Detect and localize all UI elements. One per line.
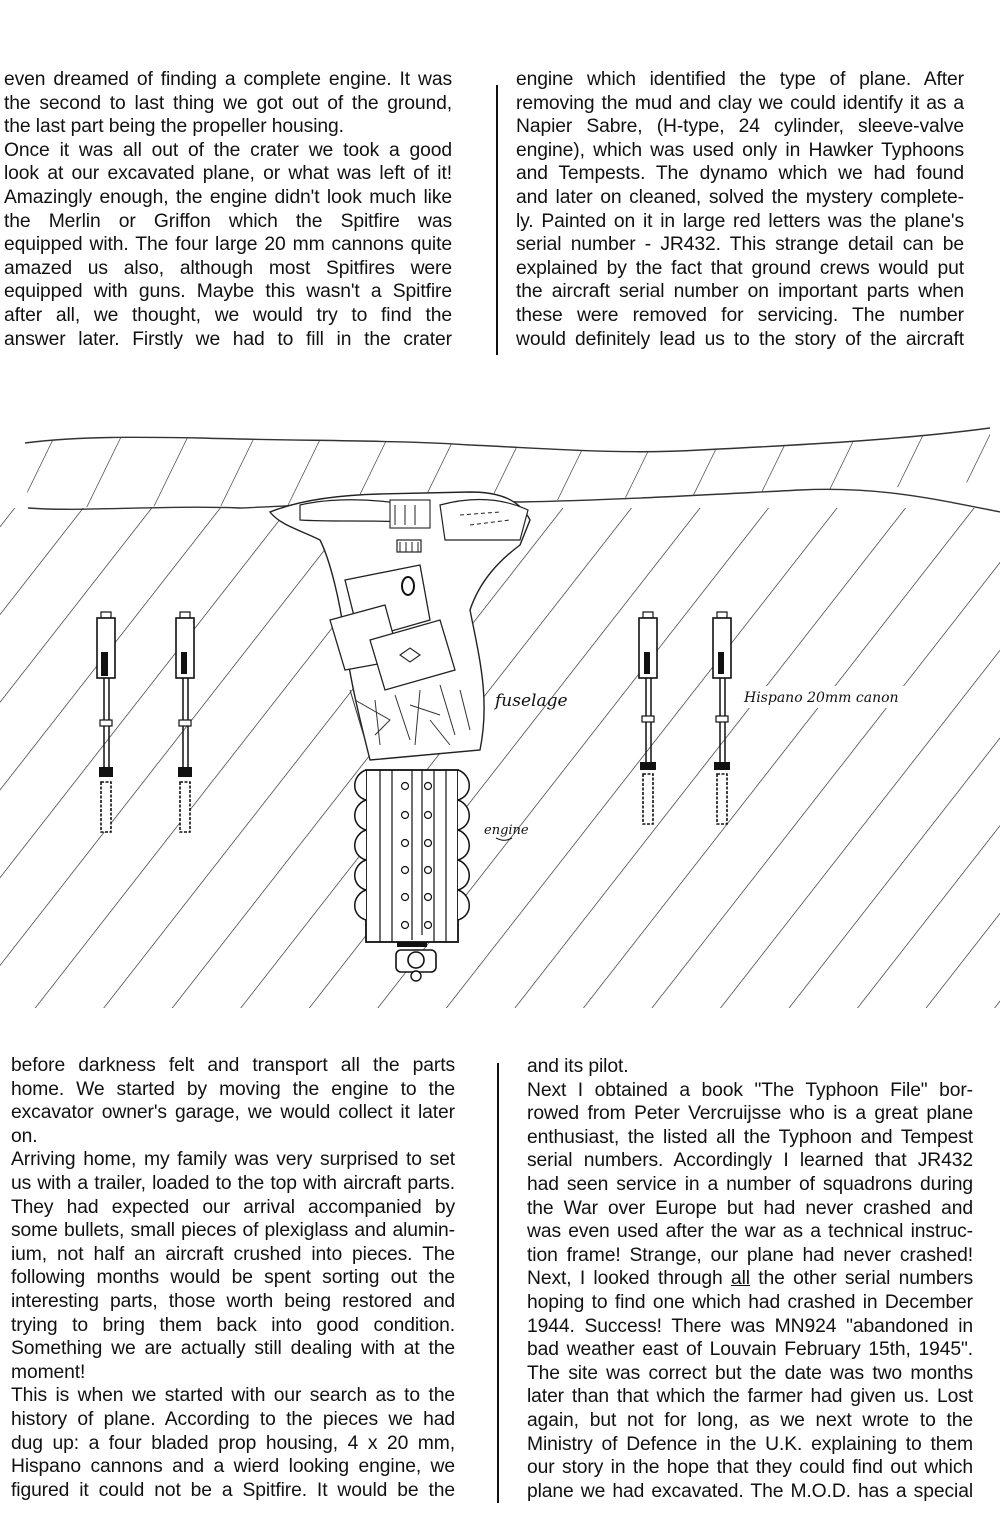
text-line: tion frame! Strange, our plane had never crashed! xyxy=(527,1244,973,1266)
text-line: home. We started by moving the engine to the xyxy=(11,1078,455,1100)
text-line: our story in the hope that they could find out which xyxy=(527,1457,973,1479)
underlined-word-all: all xyxy=(730,1268,750,1290)
text-line: Once it was all out of the crater we took a good xyxy=(4,139,452,161)
text-line: the second to last thing we got out of the ground, xyxy=(4,92,452,114)
text-line: dug up: a four bladed prop housing, 4 x 20 mm, xyxy=(11,1432,455,1454)
text-line: would definitely lead us to the story of the aircraft xyxy=(516,328,964,350)
text-line: ly. Painted on it in large red letters was the plane's xyxy=(516,210,964,232)
text-line: interesting parts, those worth being restored and xyxy=(11,1290,455,1312)
text-line: hoping to find one which had crashed in December xyxy=(527,1291,973,1313)
engine-label: engine xyxy=(484,823,529,838)
text-line: the Merlin or Griffon which the Spitfire was xyxy=(4,210,452,232)
text-fragment: Next, I looked through xyxy=(527,1268,731,1290)
text-line: amazed us also, although most Spitfires were xyxy=(4,257,452,279)
text-line: Something we are actually still dealing with at the xyxy=(11,1338,455,1360)
text-line: rowed from Peter Vercruijsse who is a great plane xyxy=(527,1103,973,1125)
topsoil-layer xyxy=(25,428,1000,512)
article-column-top-left xyxy=(4,68,452,351)
text-line: Amazingly enough, the engine didn't look much like xyxy=(4,186,452,208)
text-line: figured it could not be a Spitfire. It would be the xyxy=(11,1479,455,1501)
text-line: answer later. Firstly we had to fill in the crater xyxy=(4,328,452,350)
text-line: ium, not half an aircraft crushed into pieces. The xyxy=(11,1243,455,1265)
text-line: again, but not for long, as we next wrote to the xyxy=(527,1409,973,1431)
text-line: equipped with guns. Maybe this wasn't a Spitfire xyxy=(4,281,452,303)
text-line: even dreamed of finding a complete engine. It was xyxy=(4,69,452,90)
cannon-label: Hispano 20mm canon xyxy=(744,690,899,706)
text-line: later than that which the farmer had given us. Lost xyxy=(527,1386,973,1408)
text-line: the last part being the propeller housing. xyxy=(4,116,344,138)
text-line: bad weather east of Louvain February 15th, 1945". xyxy=(527,1339,973,1361)
text-line: serial numbers. Accordingly I learned that JR432 xyxy=(527,1150,973,1172)
text-line: the aircraft serial number on important parts when xyxy=(516,281,964,303)
text-line: Ministry of Defence in the U.K. explaining to them xyxy=(527,1433,973,1455)
text-line: moment! xyxy=(11,1361,86,1383)
text-line: They had expected our arrival accompanied by xyxy=(11,1196,455,1218)
text-line: excavator owner's garage, we would collect it later xyxy=(11,1102,455,1124)
text-line xyxy=(527,1267,973,1291)
article-column-bottom-right xyxy=(527,1055,973,1503)
text-line: following months would be spent sorting out the xyxy=(11,1267,455,1289)
text-line: enthusiast, the listed all the Typhoon and Tempest xyxy=(527,1126,973,1148)
text-line: after all, we thought, we would try to find the xyxy=(4,304,452,326)
fuselage-label: fuselage xyxy=(495,691,568,711)
text-line: serial number - JR432. This strange detail can be xyxy=(516,234,964,256)
text-fragment: the other serial numbers xyxy=(749,1268,973,1290)
text-line: 1944. Success! There was MN924 "abandoned in xyxy=(527,1315,973,1337)
column-divider-bottom xyxy=(497,1063,499,1503)
text-line: Next I obtained a book "The Typhoon File" bor- xyxy=(527,1079,973,1101)
text-line: and Tempests. The dynamo which we had found xyxy=(516,163,964,185)
text-line: This is when we started with our search as to the xyxy=(11,1385,455,1407)
text-line: plane we had excavated. The M.O.D. has a special xyxy=(527,1480,973,1502)
text-line: Napier Sabre, (H-type, 24 cylinder, sleeve-valve xyxy=(516,116,964,138)
column-divider-top xyxy=(496,85,498,355)
subsoil-layer xyxy=(0,508,1000,1008)
text-line: look at our excavated plane, or what was left of it! xyxy=(4,163,452,185)
text-line: trying to bring them back into good condition. xyxy=(11,1314,455,1336)
text-line: and its pilot. xyxy=(527,1056,629,1077)
text-line: before darkness felt and transport all the parts xyxy=(11,1055,455,1076)
text-line: history of plane. According to the pieces we had xyxy=(11,1408,455,1430)
text-line: equipped with. The four large 20 mm cannons quite xyxy=(4,234,452,256)
text-line: some bullets, small pieces of plexiglass and alumin- xyxy=(11,1220,455,1242)
text-line: engine), which was used only in Hawker Typhoons xyxy=(516,139,964,161)
article-column-top-right xyxy=(516,68,964,351)
text-line: Arriving home, my family was very surprised to set xyxy=(11,1149,455,1171)
article-column-bottom-left xyxy=(11,1054,455,1502)
text-line: was even used after the war as a technical instruc- xyxy=(527,1221,973,1243)
text-line: explained by the fact that ground crews would put xyxy=(516,257,964,279)
text-line: engine which identified the type of plane. After xyxy=(516,69,964,90)
text-line: and later on cleaned, solved the mystery complete- xyxy=(516,186,964,208)
text-line: these were removed for servicing. The number xyxy=(516,304,964,326)
text-line: Hispano cannons and a wierd looking engine, we xyxy=(11,1456,455,1478)
text-line: the War over Europe but had never crashed and xyxy=(527,1197,973,1219)
text-line: removing the mud and clay we could identify it as a xyxy=(516,92,964,114)
crater-excavation-illustration xyxy=(0,400,1000,1020)
text-line: The site was correct but the date was two months xyxy=(527,1362,973,1384)
text-line: on. xyxy=(11,1125,38,1147)
text-line: had seen service in a number of squadrons during xyxy=(527,1173,973,1195)
text-line: us with a trailer, loaded to the top with aircraft parts. xyxy=(11,1172,455,1194)
